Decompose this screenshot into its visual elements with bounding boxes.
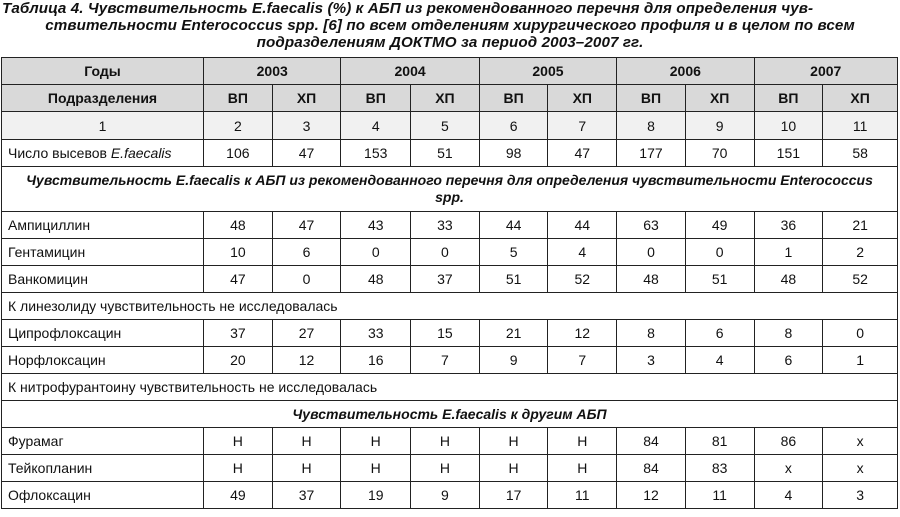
drug-name: Гентамицин xyxy=(2,239,204,266)
table-cell: 44 xyxy=(548,212,617,239)
table-cell: Н xyxy=(272,455,341,482)
table-cell: 6 xyxy=(754,347,823,374)
table-cell: 49 xyxy=(204,482,273,509)
table-cell: 12 xyxy=(548,320,617,347)
table-row xyxy=(2,239,898,266)
table-cell: 1 xyxy=(823,347,898,374)
table-cell: 153 xyxy=(341,140,411,167)
subcol-header: ВП xyxy=(479,85,548,112)
table-cell: 16 xyxy=(341,347,411,374)
table-cell: Н xyxy=(204,428,273,455)
table-cell: 177 xyxy=(617,140,686,167)
table-cell: 6 xyxy=(685,320,754,347)
table-cell: 21 xyxy=(479,320,548,347)
table-cell: 19 xyxy=(341,482,411,509)
drug-name: Ванкомицин xyxy=(2,266,204,293)
table-cell: 12 xyxy=(272,347,341,374)
table-cell: 48 xyxy=(204,212,273,239)
subcol-header: ВП xyxy=(617,85,686,112)
table-cell: 86 xyxy=(754,428,823,455)
table-cell: 0 xyxy=(823,320,898,347)
note-nitrofurantoin-row xyxy=(2,374,898,401)
subcol-header: ХП xyxy=(548,85,617,112)
col-number: 4 xyxy=(341,112,411,140)
table-cell: 33 xyxy=(341,320,411,347)
table-cell: 47 xyxy=(204,266,273,293)
table-cell: 20 xyxy=(204,347,273,374)
year-header: 2003 xyxy=(204,58,341,85)
caption-line-1: Таблица 4. Чувствительность E.faecalis (%) к АБП из рекомендованного перечня для определения чув- xyxy=(2,0,814,17)
table-cell: 47 xyxy=(272,140,341,167)
section-title-recommended: Чувствительность E.faecalis к АБП из рекомендованного перечня для определения чувствительности Enterococcus spp. xyxy=(2,167,898,212)
table-cell: 0 xyxy=(272,266,341,293)
note-linezolid: К линезолиду чувствительность не исследовалась xyxy=(2,293,898,320)
col-number: 5 xyxy=(411,112,480,140)
table-cell: 5 xyxy=(479,239,548,266)
table-cell: Н xyxy=(272,428,341,455)
drug-name: Фурамаг xyxy=(2,428,204,455)
section-title-other-row xyxy=(2,401,898,428)
table-cell: 0 xyxy=(685,239,754,266)
table-cell: 8 xyxy=(617,320,686,347)
col-number: 2 xyxy=(204,112,273,140)
table-cell: Н xyxy=(341,455,411,482)
seeding-label xyxy=(2,140,204,167)
table-cell: 2 xyxy=(823,239,898,266)
table-cell: Н xyxy=(479,428,548,455)
table-row xyxy=(2,212,898,239)
table-cell: 44 xyxy=(479,212,548,239)
table-cell: 84 xyxy=(617,428,686,455)
col-number: 8 xyxy=(617,112,686,140)
table-cell: 17 xyxy=(479,482,548,509)
subcol-header: ВП xyxy=(204,85,273,112)
table-cell: 52 xyxy=(548,266,617,293)
table-cell: х xyxy=(823,428,898,455)
seeding-count-row xyxy=(2,140,898,167)
subcol-header: ХП xyxy=(411,85,480,112)
table-cell: 63 xyxy=(617,212,686,239)
table-row xyxy=(2,347,898,374)
table-body xyxy=(2,58,898,509)
section-header-row xyxy=(2,167,898,212)
table-cell: 8 xyxy=(754,320,823,347)
table-cell: 0 xyxy=(617,239,686,266)
table-cell: Н xyxy=(341,428,411,455)
table-cell: 11 xyxy=(685,482,754,509)
col-number: 3 xyxy=(272,112,341,140)
note-linezolid-row xyxy=(2,293,898,320)
subcol-header: ХП xyxy=(685,85,754,112)
drug-name: Ампициллин xyxy=(2,212,204,239)
year-header: 2007 xyxy=(754,58,897,85)
seeding-label-prefix: Число высевов xyxy=(8,145,111,161)
year-header: 2006 xyxy=(617,58,754,85)
table-cell: 83 xyxy=(685,455,754,482)
table-cell: 21 xyxy=(823,212,898,239)
drug-name: Норфлоксацин xyxy=(2,347,204,374)
table-cell: 51 xyxy=(411,140,480,167)
table-cell: 33 xyxy=(411,212,480,239)
table-cell: 48 xyxy=(754,266,823,293)
note-nitrofurantoin: К нитрофурантоину чувствительность не исследовалась xyxy=(2,374,898,401)
table-cell: 11 xyxy=(548,482,617,509)
table-cell: Н xyxy=(411,455,480,482)
table-row xyxy=(2,320,898,347)
col-number: 10 xyxy=(754,112,823,140)
table-cell: Н xyxy=(204,455,273,482)
caption-line-3: подразделениям ДОКТМО за период 2003–2007 гг. xyxy=(256,34,644,51)
table-cell: 47 xyxy=(548,140,617,167)
dept-header-row xyxy=(2,85,898,112)
table-cell: 51 xyxy=(479,266,548,293)
table-cell: Н xyxy=(548,428,617,455)
table-cell: 1 xyxy=(754,239,823,266)
year-header: 2005 xyxy=(479,58,616,85)
table-cell: 6 xyxy=(272,239,341,266)
table-cell: 106 xyxy=(204,140,273,167)
col-number: 11 xyxy=(823,112,898,140)
table-cell: 49 xyxy=(685,212,754,239)
table-cell: 10 xyxy=(204,239,273,266)
table-cell: 4 xyxy=(548,239,617,266)
susceptibility-table xyxy=(1,57,898,509)
table-cell: Н xyxy=(548,455,617,482)
table-cell: 3 xyxy=(617,347,686,374)
table-cell: 58 xyxy=(823,140,898,167)
table-cell: 7 xyxy=(548,347,617,374)
table-row xyxy=(2,266,898,293)
years-label: Годы xyxy=(2,58,204,85)
table-cell: Н xyxy=(411,428,480,455)
table-cell: 70 xyxy=(685,140,754,167)
table-cell: 27 xyxy=(272,320,341,347)
table-cell: 151 xyxy=(754,140,823,167)
table-cell: 3 xyxy=(823,482,898,509)
subcol-header: ХП xyxy=(823,85,898,112)
table-cell: 52 xyxy=(823,266,898,293)
table-cell: 43 xyxy=(341,212,411,239)
subcol-header: ХП xyxy=(272,85,341,112)
subcol-header: ВП xyxy=(754,85,823,112)
table-row xyxy=(2,482,898,509)
caption-line-2: ствительности Enterococcus spp. [6] по всем отделениям хирургического профиля и в целом по всем xyxy=(45,17,855,34)
table-cell: 9 xyxy=(479,347,548,374)
drug-name: Офлоксацин xyxy=(2,482,204,509)
table-cell: 37 xyxy=(411,266,480,293)
table-cell: х xyxy=(823,455,898,482)
table-cell: 7 xyxy=(411,347,480,374)
years-header-row xyxy=(2,58,898,85)
table-caption xyxy=(0,0,900,51)
drug-name: Тейкопланин xyxy=(2,455,204,482)
table-cell: 51 xyxy=(685,266,754,293)
table-cell: 0 xyxy=(341,239,411,266)
col-number: 7 xyxy=(548,112,617,140)
drug-name: Ципрофлоксацин xyxy=(2,320,204,347)
table-cell: 48 xyxy=(341,266,411,293)
table-cell: 84 xyxy=(617,455,686,482)
table-cell: 36 xyxy=(754,212,823,239)
table-cell: 48 xyxy=(617,266,686,293)
table-cell: 12 xyxy=(617,482,686,509)
year-header: 2004 xyxy=(341,58,479,85)
table-cell: 98 xyxy=(479,140,548,167)
table-cell: Н xyxy=(479,455,548,482)
seeding-label-organism: E.faecalis xyxy=(110,145,172,161)
column-numbers-row xyxy=(2,112,898,140)
table-cell: 15 xyxy=(411,320,480,347)
subcol-header: ВП xyxy=(341,85,411,112)
dept-label: Подразделения xyxy=(2,85,204,112)
table-cell: 9 xyxy=(411,482,480,509)
table-cell: 47 xyxy=(272,212,341,239)
col-number: 6 xyxy=(479,112,548,140)
table-row xyxy=(2,455,898,482)
table-cell: 0 xyxy=(411,239,480,266)
table-row xyxy=(2,428,898,455)
table-cell: 4 xyxy=(685,347,754,374)
table-cell: 4 xyxy=(754,482,823,509)
table-cell: 37 xyxy=(204,320,273,347)
col-number: 1 xyxy=(2,112,204,140)
section-title-other: Чувствительность E.faecalis к другим АБП xyxy=(2,401,898,428)
table-cell: 81 xyxy=(685,428,754,455)
table-cell: 37 xyxy=(272,482,341,509)
col-number: 9 xyxy=(685,112,754,140)
table-cell: х xyxy=(754,455,823,482)
